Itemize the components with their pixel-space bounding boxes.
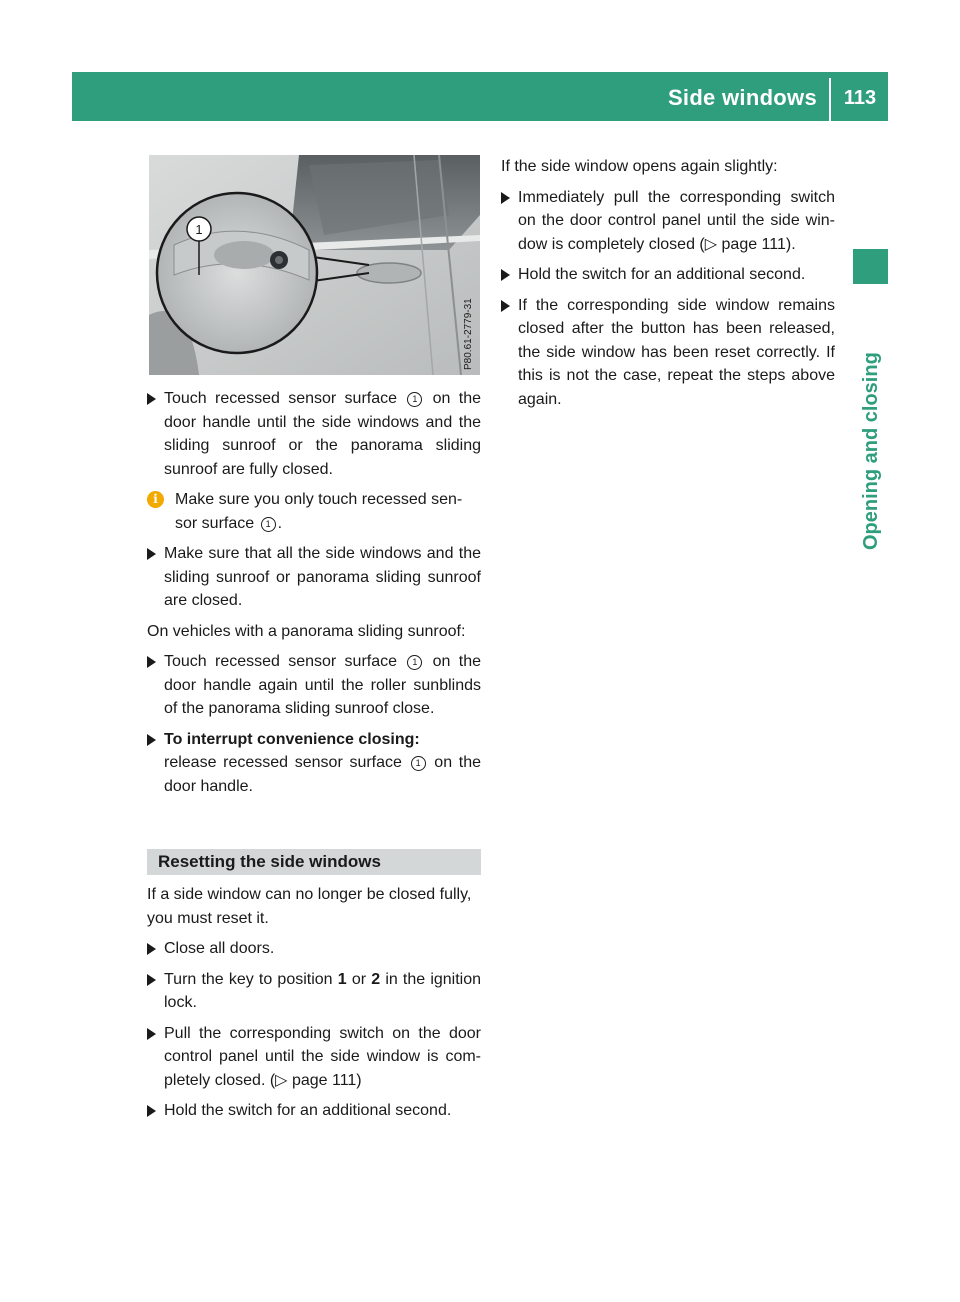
figure-callout: 1: [195, 222, 203, 237]
section-heading: Resetting the side windows: [147, 849, 481, 875]
side-tab-label: Opening and closing: [860, 352, 882, 550]
instruction-hold-switch: Hold the switch for an additional second.: [147, 1099, 481, 1123]
arrow-bullet-icon: [147, 656, 156, 668]
arrow-bullet-icon: [147, 974, 156, 986]
instruction-turn-key: Turn the key to position 1 or 2 in the ignition lock.: [147, 968, 481, 1015]
instruction-pull-switch: Pull the corresponding switch on the door control panel until the side window is com-pletely closed. (▷ page 111): [147, 1022, 481, 1093]
instruction-touch-again: Touch recessed sensor surface 1 on the door handle again until the roller sunblinds of the panorama sliding sunroof close.: [147, 650, 481, 721]
left-column: [147, 387, 481, 1130]
callout-number: 1: [407, 655, 422, 670]
panorama-intro: On vehicles with a panorama sliding sunroof:: [147, 622, 466, 640]
door-handle-illustration: [149, 155, 480, 375]
callout-number: 1: [411, 756, 426, 771]
instruction-hold-again: Hold the switch for an additional second.: [501, 263, 835, 287]
instruction-touch-sensor: Touch recessed sensor surface 1 on the door handle until the side windows and the sliding sunroof or the panorama sliding sunroof are fully closed.: [147, 387, 481, 481]
page-number: 113: [843, 87, 877, 109]
instruction-check-reset: If the corresponding side window remains closed after the button has been released, the side window has been reset correctly. If this is not the case, repeat the steps above again.: [501, 294, 835, 412]
callout-number: 1: [261, 517, 276, 532]
arrow-bullet-icon: [147, 548, 156, 560]
arrow-bullet-icon: [147, 393, 156, 405]
arrow-bullet-icon: [147, 943, 156, 955]
door-handle-figure: [149, 155, 480, 375]
header-separator: [829, 78, 831, 121]
right-column: [501, 155, 835, 418]
instruction-interrupt: To interrupt convenience closing: release recessed sensor surface 1 on the door handle.: [147, 728, 481, 799]
arrow-bullet-icon: [147, 734, 156, 746]
arrow-bullet-icon: [147, 1105, 156, 1117]
page-ref-icon: ▷: [275, 1071, 288, 1089]
instruction-close-doors: Close all doors.: [147, 937, 481, 961]
reset-intro: If a side window can no longer be closed fully, you must reset it.: [147, 886, 472, 927]
callout-number: 1: [407, 392, 422, 407]
reopen-intro: If the side window opens again slightly:: [501, 158, 778, 175]
page-header: [72, 72, 888, 121]
interrupt-label: To interrupt convenience closing:: [164, 730, 420, 748]
figure-code: P80.61-2779-31: [463, 298, 474, 370]
info-icon: i: [147, 491, 164, 508]
arrow-bullet-icon: [501, 269, 510, 281]
side-tab-marker: [853, 249, 888, 284]
header-title: Side windows: [667, 85, 817, 110]
page-ref-icon: ▷: [704, 235, 718, 253]
instruction-pull-immediately: Immediately pull the corresponding switch on the door control panel until the side win-dow is completely closed (▷ page 111).: [501, 186, 835, 257]
arrow-bullet-icon: [501, 192, 510, 204]
arrow-bullet-icon: [147, 1028, 156, 1040]
arrow-bullet-icon: [501, 300, 510, 312]
info-note: i Make sure you only touch recessed sen-sor surface 1 .: [147, 488, 481, 535]
instruction-make-sure-closed: Make sure that all the side windows and the sliding sunroof or panorama sliding sunroof are closed.: [147, 542, 481, 613]
